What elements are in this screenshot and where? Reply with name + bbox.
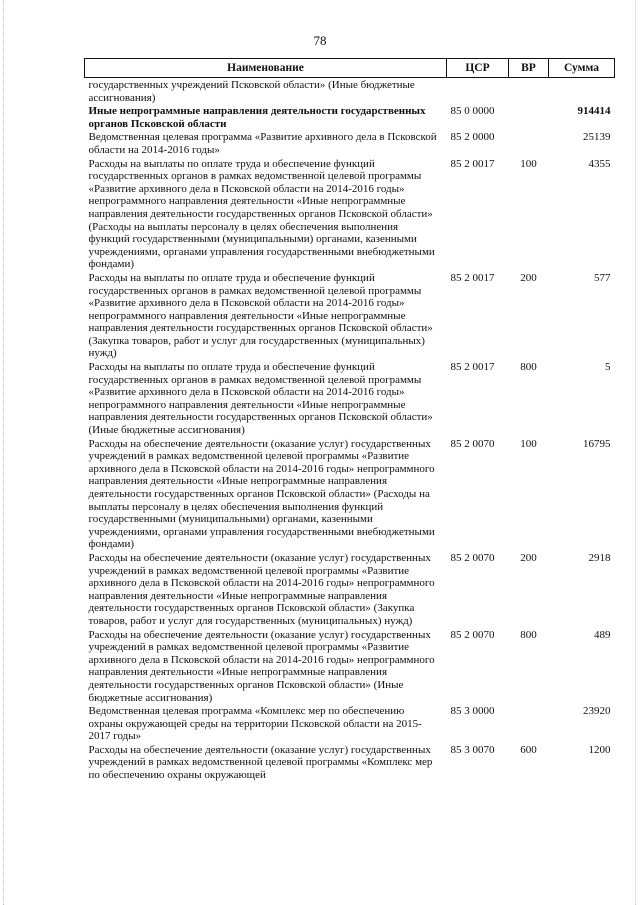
row-name: государственных учреждений Псковской области» (Иные бюджетные ассигнования) [88,79,415,104]
table-row [85,78,615,106]
row-sum: 2918 [588,551,611,564]
row-vr [509,105,549,131]
row-name: Расходы на обеспечение деятельности (оказание услуг) государственных учреждений в рамках ведомственной целевой программы «Развитие архивного дела в Псковской области на 2014-2016 годы» непрограммного направления деятельности «Иные непрограммные направления деятельности государственных органов Псковской области» (Иные бюджетные ассигнования) [88,628,435,704]
scan-edge-right [635,0,636,905]
row-name: Расходы на обеспечение деятельности (оказание услуг) государственных учреждений в рамках ведомственной целевой программы «Развитие архивного дела в Псковской области на 2014-2016 годы» непрограммного направления деятельности «Иные непрограммные направления деятельности государственных органов Псковской области» (Закупка товаров, работ и услуг для государственных (муниципальных) нужд) [88,551,435,627]
row-csr: 85 2 0017 [450,157,495,170]
table-row [85,272,615,361]
row-vr: 800 [520,628,537,641]
row-vr: 200 [520,271,537,284]
row-vr: 600 [520,743,537,756]
row-vr [509,131,549,157]
row-vr: 100 [520,437,537,450]
table-row [85,552,615,629]
table-row [85,361,615,438]
table-row [85,629,615,706]
row-name: Ведомственная целевая программа «Комплекс мер по обеспечению охраны окружающей среды на территории Псковской области на 2015-2017 годы» [88,705,422,743]
row-sum: 1200 [588,743,611,756]
row-csr: 85 2 0070 [450,551,495,564]
header-vr: ВР [509,59,549,78]
row-csr: 85 2 0017 [450,361,495,374]
row-sum: 25139 [583,131,611,144]
table-row [85,105,615,131]
row-name: Расходы на обеспечение деятельности (оказание услуг) государственных учреждений в рамках ведомственной целевой программы «Комплекс мер по обеспечению охраны окружающей [88,743,433,782]
row-csr: 85 0 0000 [450,105,495,118]
page-number: 78 [313,33,327,48]
row-sum: 577 [594,271,611,284]
row-vr [509,705,549,744]
row-csr: 85 3 0000 [450,705,495,718]
row-name: Ведомственная целевая программа «Развитие архивного дела в Псковской области на 2014-2016 годы» [88,131,437,156]
row-name: Расходы на выплаты по оплате труда и обеспечение функций государственных органов в рамках ведомственной целевой программы «Развитие архивного дела в Псковской области на 2014-2016 годы» непрограммного направления деятельности «Иные непрограммные направления деятельности государственных органов Псковской области» (Закупка товаров, работ и услуг для государственных (муниципальных) нужд) [88,271,433,360]
row-name: Расходы на выплаты по оплате труда и обеспечение функций государственных органов в рамках ведомственной целевой программы «Развитие архивного дела в Псковской области на 2014-2016 годы» непрограммного направления деятельности «Иные непрограммные направления деятельности государственных органов Псковской области» (Иные бюджетные ассигнования) [88,361,433,437]
row-sum: 914414 [577,105,611,118]
row-vr: 800 [520,361,537,374]
row-csr: 85 2 0017 [450,271,495,284]
row-csr: 85 2 0070 [450,437,495,450]
row-name: Расходы на обеспечение деятельности (оказание услуг) государственных учреждений в рамках ведомственной целевой программы «Развитие архивного дела в Псковской области на 2014-2016 годы» непрограммного направления деятельности «Иные непрограммные направления деятельности государственных органов Псковской области» (Расходы на выплаты персоналу в целях обеспечения выполнения функций государственными (муниципальными) органами, казенными учреждениями, органами управления государственными внебюджетными фондами) [88,437,435,551]
scan-edge-left [3,0,4,905]
row-csr: 85 2 0000 [450,131,495,144]
table-row [85,158,615,272]
table-row [85,438,615,552]
row-name: Иные непрограммные направления деятельности государственных органов Псковской области [88,105,426,130]
budget-table [84,58,615,783]
row-csr [447,78,509,106]
row-sum: 23920 [583,705,611,718]
row-sum [549,78,615,106]
row-name: Расходы на выплаты по оплате труда и обеспечение функций государственных органов в рамках ведомственной целевой программы «Развитие архивного дела в Псковской области на 2014-2016 годы» непрограммного направления деятельности «Иные непрограммные направления деятельности государственных органов Псковской области» (Расходы на выплаты персоналу в целях обеспечения выполнения функций государственными (муниципальными) органами, казенными учреждениями, органами управления государственными внебюджетными фондами) [88,157,435,271]
row-sum: 4355 [588,157,611,170]
row-vr: 200 [520,551,537,564]
row-sum: 5 [605,361,611,374]
header-csr: ЦСР [447,59,509,78]
row-csr: 85 2 0070 [450,628,495,641]
row-csr: 85 3 0070 [450,743,495,756]
table-row [85,744,615,783]
table-row [85,705,615,744]
table-row [85,131,615,157]
row-vr [509,78,549,106]
header-sum: Сумма [549,59,615,78]
row-vr: 100 [520,157,537,170]
table-header-row [85,59,615,78]
row-sum: 16795 [583,437,611,450]
row-sum: 489 [594,628,611,641]
header-name: Наименование [85,59,447,78]
